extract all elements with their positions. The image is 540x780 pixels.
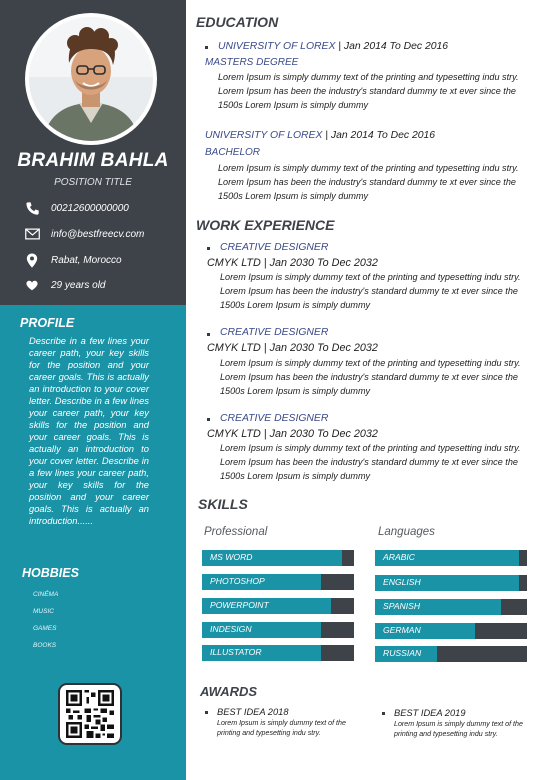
school-name[interactable]: UNIVERSITY OF LOREX: [205, 130, 323, 141]
school-name[interactable]: UNIVERSITY OF LOREX: [218, 41, 336, 52]
language-bar: [375, 599, 527, 615]
education-heading: EDUCATION: [196, 14, 279, 30]
bullet: [205, 711, 208, 714]
position-title: POSITION TITLE: [54, 177, 132, 188]
job-role: CREATIVE DESIGNER: [220, 327, 329, 338]
education-date: Jan 2014 To Dec 2016: [330, 130, 436, 141]
skill-label: MS WORD: [210, 552, 253, 562]
candidate-name: BRAHIM BAHLA: [17, 150, 169, 171]
bullet: [205, 46, 208, 49]
education-description: Lorem Ipsum is simply dummy text of the printing and typesetting indu stry. Lorem Ipsum has been the industry's standard dummy te xt ever since the 1500s Lorem Ipsum is simply dummy: [218, 72, 519, 111]
skill-bar: [202, 574, 354, 590]
job-description: Lorem Ipsum is simply dummy text of the printing and typesetting indu stry. Lorem Ipsum has been the industry's standard dummy te xt ever since the 1500s Lorem Ipsum is simply dummy: [220, 358, 521, 397]
job-date: Jan 2030 To Dec 2032: [269, 342, 378, 354]
profile-heading: PROFILE: [20, 316, 75, 330]
skill-bar: [202, 550, 354, 566]
language-label: ARABIC: [383, 552, 415, 562]
award-description: Lorem Ipsum is simply dummy text of the printing and typesetting indu stry.: [217, 719, 346, 737]
job-date: Jan 2030 To Dec 2032: [269, 257, 378, 269]
job-role: CREATIVE DESIGNER: [220, 413, 329, 424]
hobby-item: MUSIC: [33, 608, 54, 615]
award-title: BEST IDEA 2019: [394, 708, 466, 718]
work-heading: WORK EXPERIENCE: [196, 217, 335, 233]
avatar: [29, 17, 153, 141]
company-name: CMYK LTD: [207, 342, 261, 354]
job-description: Lorem Ipsum is simply dummy text of the printing and typesetting indu stry. Lorem Ipsum has been the industry's standard dummy te xt ever since the 1500s Lorem Ipsum is simply dummy: [220, 443, 521, 482]
language-label: ENGLISH: [383, 577, 421, 587]
company-name: CMYK LTD: [207, 428, 261, 440]
skill-bar: [202, 622, 354, 638]
skill-label: POWERPOINT: [210, 600, 269, 610]
education-entry-2: UNIVERSITY OF LOREX | Jan 2014 To Dec 2016: [205, 130, 436, 141]
hobby-item: BOOKS: [33, 642, 57, 649]
envelope-icon: [24, 226, 40, 242]
skill-label: ILLUSTATOR: [210, 647, 262, 657]
contact-age: [24, 277, 184, 293]
skill-label: PHOTOSHOP: [210, 576, 265, 586]
phone-number[interactable]: 00212600000000: [51, 202, 129, 214]
location-text: Rabat, Morocco: [51, 254, 122, 266]
contact-phone: [24, 200, 184, 216]
education-entry-1: UNIVERSITY OF LOREX | Jan 2014 To Dec 2016: [218, 41, 449, 52]
job-role: CREATIVE DESIGNER: [220, 242, 329, 253]
degree-name: BACHELOR: [205, 147, 261, 158]
award-title: BEST IDEA 2018: [217, 707, 289, 717]
bullet: [207, 418, 210, 421]
contact-location: [24, 252, 184, 268]
language-label: RUSSIAN: [383, 648, 422, 658]
job-date: Jan 2030 To Dec 2032: [269, 428, 378, 440]
contact-email: [24, 226, 184, 242]
language-bar: [375, 646, 527, 662]
profile-photo: [25, 13, 157, 145]
skills-heading: SKILLS: [198, 496, 248, 512]
bullet: [207, 247, 210, 250]
skill-label: INDESIGN: [210, 624, 252, 634]
languages-heading: Languages: [378, 526, 435, 538]
heart-icon: [24, 277, 40, 293]
degree-name: MASTERS DEGREE: [205, 57, 299, 68]
award-description: Lorem Ipsum is simply dummy text of the printing and typesetting indu stry.: [394, 720, 523, 738]
hobby-item: GAMES: [33, 625, 57, 632]
job-company-line: CMYK LTD | Jan 2030 To Dec 2032: [207, 257, 378, 269]
language-bar: [375, 550, 527, 566]
profile-summary: Describe in a few lines your career path, your key skills for the position and your career goals. This is actually an introduction to your cover letter. Describe in a few lines your career path, your key skills for the position and your career goals. This is actually an introduction to your cover letter. Describe in a few lines your career path, your key skills for the position and your career goals. This is actually an introduction......: [29, 335, 149, 526]
bullet: [382, 712, 385, 715]
job-company-line: CMYK LTD | Jan 2030 To Dec 2032: [207, 428, 378, 440]
language-bar: [375, 623, 527, 639]
language-label: SPANISH: [383, 601, 421, 611]
skill-bar: [202, 598, 354, 614]
bullet: [207, 333, 210, 336]
hobbies-heading: HOBBIES: [22, 566, 79, 580]
job-company-line: CMYK LTD | Jan 2030 To Dec 2032: [207, 342, 378, 354]
company-name: CMYK LTD: [207, 257, 261, 269]
professional-skills-heading: Professional: [204, 526, 268, 538]
hobby-item: CINÉMA: [33, 591, 59, 598]
education-description: Lorem Ipsum is simply dummy text of the printing and typesetting indu stry. Lorem Ipsum has been the industry's standard dummy te xt ever since the 1500s Lorem Ipsum is simply dummy: [218, 163, 519, 202]
awards-heading: AWARDS: [200, 684, 258, 699]
qr-code-icon[interactable]: [58, 683, 122, 745]
map-pin-icon: [24, 252, 40, 268]
skill-bar: [202, 645, 354, 661]
age-text: 29 years old: [51, 279, 106, 291]
language-bar: [375, 575, 527, 591]
language-label: GERMAN: [383, 625, 421, 635]
email-address[interactable]: info@bestfreecv.com: [51, 228, 145, 240]
phone-icon: [24, 200, 40, 216]
job-description: Lorem Ipsum is simply dummy text of the printing and typesetting indu stry. Lorem Ipsum has been the industry's standard dummy te xt ever since the 1500s Lorem Ipsum is simply dummy: [220, 272, 521, 311]
education-date: Jan 2014 To Dec 2016: [343, 41, 449, 52]
